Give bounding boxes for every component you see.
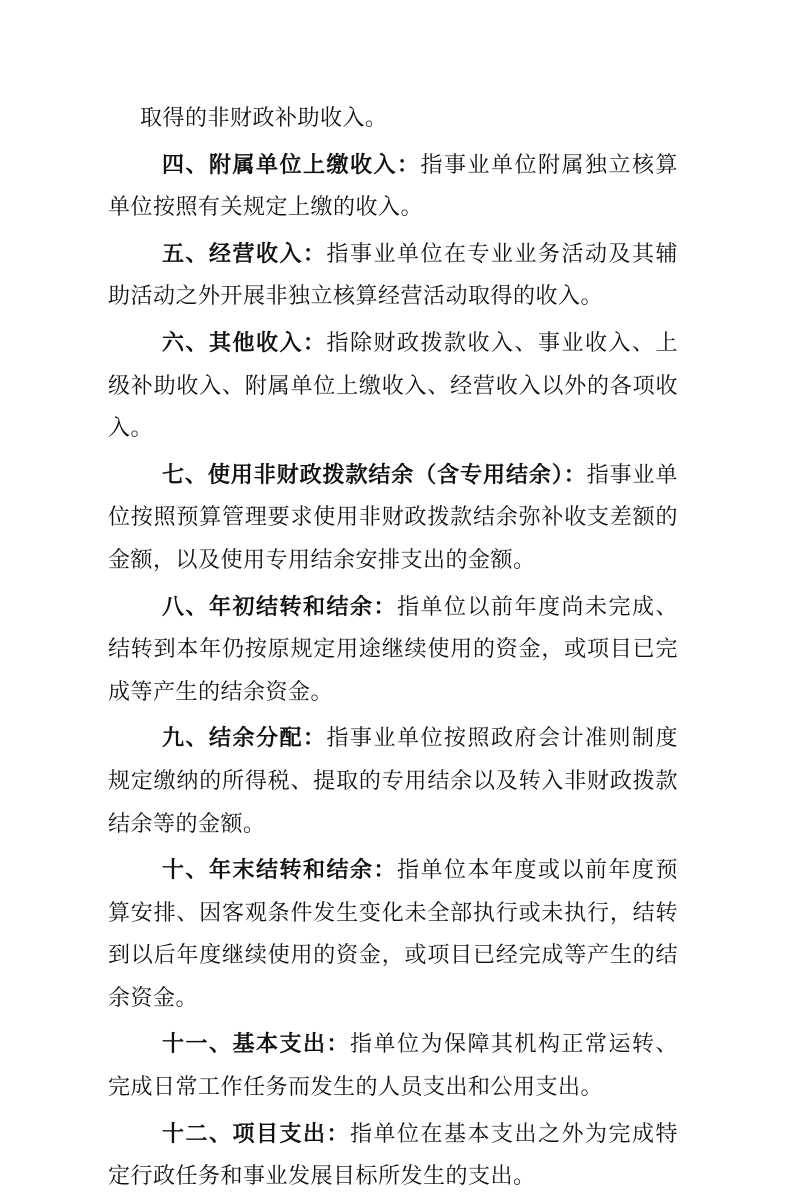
paragraph-text: 指单位在基本支出之外为完成特定行政任务和事业发展目标所发生的支出。 <box>108 1121 678 1190</box>
paragraph-term: 七、使用非财政拨款结余（含专用结余）： <box>162 462 587 488</box>
paragraph-item-6 <box>108 323 678 451</box>
paragraph-term: 九、结余分配： <box>162 726 327 752</box>
paragraph-term: 十、年末结转和结余： <box>162 858 397 884</box>
paragraph-item-8 <box>108 587 678 715</box>
paragraph-term: 六、其他收入： <box>162 330 327 356</box>
paragraph-term: 五、经营收入： <box>162 241 327 267</box>
paragraph-item-4 <box>108 145 678 230</box>
paragraph-text: 取得的非财政补助收入。 <box>140 106 388 131</box>
paragraph-term: 四、附属单位上缴收入： <box>162 152 421 178</box>
paragraph-term: 十一、基本支出： <box>162 1032 350 1058</box>
paragraph-text: 指事业单位按照预算管理要求使用非财政拨款结余弥补收支差额的金额，以及使用专用结余安排支出的金额。 <box>108 462 678 573</box>
paragraph-text: 指单位为保障其机构正常运转、完成日常工作任务而发生的人员支出和公用支出。 <box>108 1032 678 1101</box>
paragraph-item-11 <box>108 1024 678 1109</box>
document-body <box>108 98 678 1203</box>
paragraph-item-7 <box>108 455 678 583</box>
paragraph-item-10 <box>108 850 678 1020</box>
paragraph-text: 指事业单位在专业业务活动及其辅助活动之外开展非独立核算经营活动取得的收入。 <box>108 241 678 310</box>
paragraph-text: 指单位以前年度尚未完成、结转到本年仍按原规定用途继续使用的资金，或项目已完成等产生的结余资金。 <box>108 594 678 705</box>
paragraph-text: 指事业单位附属独立核算单位按照有关规定上缴的收入。 <box>108 152 678 221</box>
paragraph-item-12 <box>108 1114 678 1199</box>
paragraph-term: 八、年初结转和结余： <box>162 594 397 620</box>
paragraph-term: 十二、项目支出： <box>162 1121 350 1147</box>
paragraph-item-9 <box>108 718 678 846</box>
paragraph-text: 指单位本年度或以前年度预算安排、因客观条件发生变化未全部执行或未执行，结转到以后年度继续使用的资金，或项目已经完成等产生的结余资金。 <box>108 858 678 1011</box>
paragraph-text: 指事业单位按照政府会计准则制度规定缴纳的所得税、提取的专用结余以及转入非财政拨款结余等的金额。 <box>108 726 678 837</box>
paragraph-continuation <box>108 98 678 141</box>
paragraph-item-5 <box>108 234 678 319</box>
paragraph-text: 指除财政拨款收入、事业收入、上级补助收入、附属单位上缴收入、经营收入以外的各项收入。 <box>108 330 678 442</box>
